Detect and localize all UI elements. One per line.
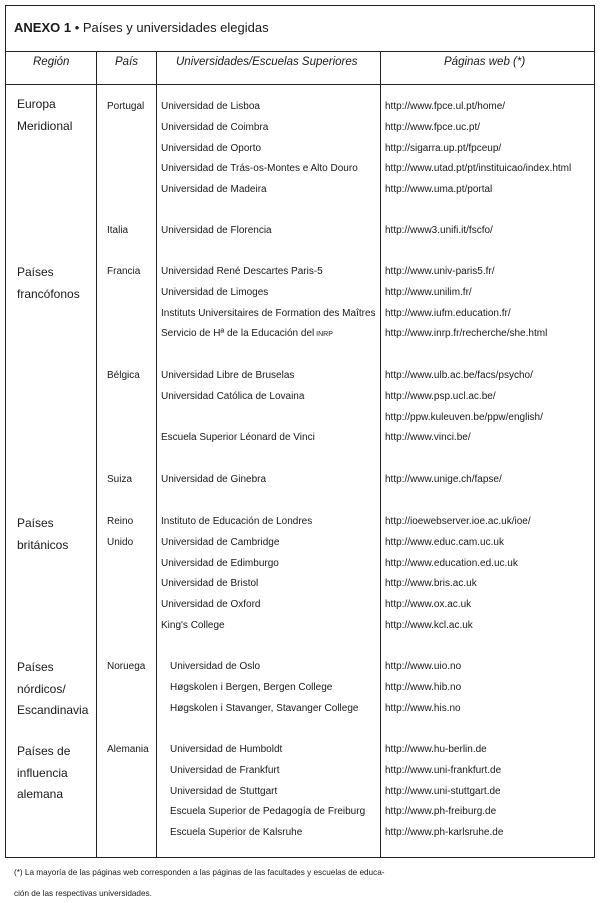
country-label: Reino [107,516,134,527]
website-link[interactable]: http://www.education.ed.uc.uk [385,557,518,569]
website-link[interactable]: http://www.hu-berlin.de [385,744,487,755]
website-link[interactable]: http://www.educ.cam.uc.uk [385,536,504,548]
website-link[interactable]: http://www.iufm.education.fr/ [385,307,511,319]
website-link[interactable]: http://www.ulb.ac.be/facs/psycho/ [385,370,533,381]
university-name: Universidad de Cambridge [161,536,280,548]
university-name: Universidad de Oxford [161,599,261,611]
university-name: Universidad de Coimbra [161,121,269,133]
header-divider [5,84,595,85]
university-name: Escuela Superior de Kalsruhe [170,827,303,839]
university-name: Universidad de Frankfurt [170,764,280,776]
country-label: Suiza [107,474,133,485]
website-link[interactable]: http://www.uni-stuttgart.de [385,785,501,797]
website-link[interactable]: http://www.univ-paris5.fr/ [385,266,495,277]
university-name: Instituto de Educación de Londres [161,516,313,527]
university-name: Universidad Libre de Bruselas [161,370,295,381]
university-name: Universidad René Descartes Paris-5 [161,266,323,277]
country-label: Noruega [107,661,146,672]
university-name: Escuela Superior de Pedagogía de Freiburg [170,806,366,818]
country-label: Alemania [107,744,149,755]
university-name: Universidad de Stuttgart [170,785,278,797]
region-label: Países [17,660,54,674]
website-link[interactable]: http://www.psp.ucl.ac.be/ [385,390,496,402]
footnote-line-1: (*) La mayoría de las páginas web corresponden a las páginas de las facultades y escuelas de educa- [14,868,385,877]
page-title [14,20,269,35]
website-link[interactable]: http://www.fpce.ul.pt/home/ [385,101,506,112]
region-label: Países [17,516,54,530]
website-link[interactable]: http://www.his.no [385,702,461,714]
website-link[interactable]: http://ioewebserver.ioe.ac.uk/ioe/ [385,516,531,527]
university-name: Universidad de Madeira [161,184,267,196]
website-link[interactable]: http://www.uio.no [385,661,462,672]
region-label: Meridional [17,118,73,133]
university-name: Universidad de Limoges [161,286,269,298]
region-label: Europa [17,97,56,111]
region-label: alemana [17,787,64,801]
university-name: Universidad de Trás-os-Montes e Alto Douro [161,163,358,175]
header-region: Región [33,56,70,68]
website-link[interactable]: http://www.hib.no [385,681,462,693]
institution-abbreviation: INRP [314,331,333,339]
website-link[interactable]: http://ppw.kuleuven.be/ppw/english/ [385,411,543,423]
column-divider [96,52,97,858]
website-link[interactable]: http://www.uni-frankfurt.de [385,764,502,776]
university-name: Universidad de Florencia [161,225,272,236]
country-label: Bélgica [107,370,140,381]
column-divider [380,52,381,858]
website-link[interactable]: http://www.inrp.fr/recherche/she.html [385,328,548,340]
website-link[interactable]: http://www.bris.ac.uk [385,578,477,590]
region-label: Países de [17,744,71,758]
title-divider [5,51,595,52]
country-label: Italia [107,225,129,236]
country-label: Unido [107,537,134,548]
website-link[interactable]: http://www.utad.pt/pt/instituicao/index.html [385,163,572,175]
country-label: Portugal [107,101,145,112]
university-name: Universidad de Bristol [161,578,259,590]
university-name: Escuela Superior Léonard de Vinci [161,432,315,444]
website-link[interactable]: http://www.vinci.be/ [385,432,471,444]
region-label: influencia [17,765,68,780]
region-label: nórdicos/ [17,681,66,696]
website-link[interactable]: http://www.kcl.ac.uk [385,620,473,631]
university-name: Høgskolen i Stavanger, Stavanger College [170,702,359,714]
university-name: Universidad de Humboldt [170,744,283,755]
university-name: Universidad Católica de Lovaina [161,390,305,402]
website-link[interactable]: http://www.fpce.uc.pt/ [385,121,481,133]
region-label: Países [17,265,54,279]
website-link[interactable]: http://sigarra.up.pt/fpceup/ [385,142,502,154]
country-label: Francia [107,266,141,277]
title-text: Países y universidades elegidas [82,20,269,35]
website-link[interactable]: http://www.unilim.fr/ [385,286,472,298]
annex-label: ANEXO 1 [14,20,72,35]
university-name: King's College [161,620,225,631]
header-country: País [115,56,139,68]
footnote-line-2: ción de las respectivas universidades. [14,889,152,898]
website-link[interactable]: http://www.uma.pt/portal [385,184,493,196]
website-link[interactable]: http://www.ox.ac.uk [385,599,472,611]
university-name: Universidad de Ginebra [161,474,267,485]
website-link[interactable]: http://www.ph-karlsruhe.de [385,827,504,839]
university-name: Instituts Universitaires de Formation des Maîtres [161,307,376,319]
website-link[interactable]: http://www3.unifi.it/fscfo/ [385,225,493,236]
university-name: Universidad de Oporto [161,142,262,154]
header-websites: Páginas web (*) [444,56,526,68]
university-name: Universidad de Oslo [170,661,261,672]
region-label: británicos [17,537,69,552]
university-name: Universidad de Edimburgo [161,557,279,569]
region-label: francófonos [17,286,80,301]
header-universities: Universidades/Escuelas Superiores [176,56,358,68]
university-name: Høgskolen i Bergen, Bergen College [170,681,333,693]
university-name: Universidad de Lisboa [161,101,260,112]
column-divider [156,52,157,858]
university-name: Servicio de Hª de la Educación del INRP [161,328,333,340]
title-bullet: • [74,20,80,35]
region-label: Escandinavia [17,703,89,717]
website-link[interactable]: http://www.unige.ch/fapse/ [385,474,502,485]
website-link[interactable]: http://www.ph-freiburg.de [385,806,497,818]
